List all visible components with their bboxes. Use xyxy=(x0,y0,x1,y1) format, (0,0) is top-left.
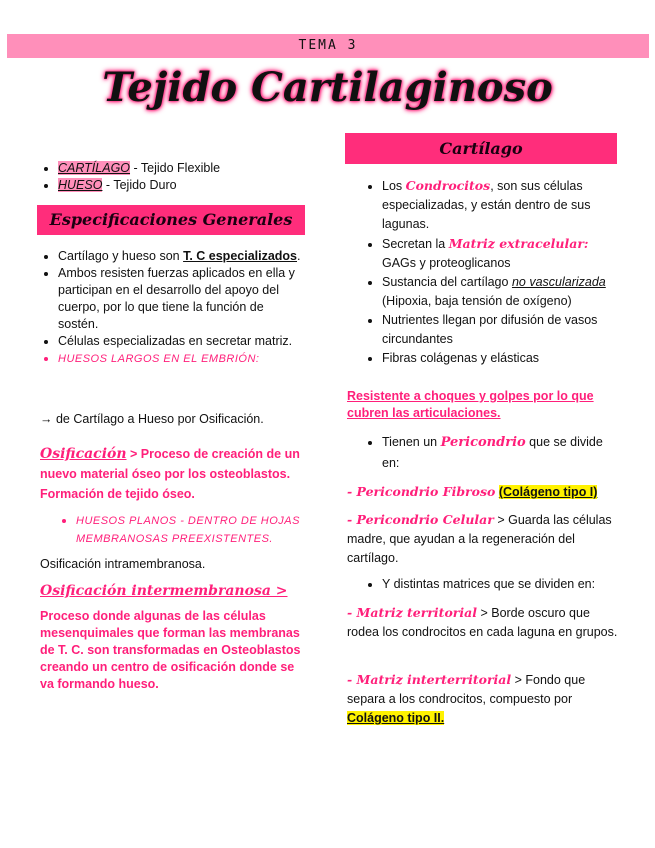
text-emphasis: T. C especializados xyxy=(183,249,298,263)
term-matriz-territorial: - Matriz territorial xyxy=(347,605,477,620)
list-item xyxy=(76,512,308,548)
text: (Hipoxia, baja tensión de oxígeno) xyxy=(382,294,572,308)
term-osificacion: Osificación xyxy=(40,446,127,462)
resistente-note: Resistente a choques y golpes por lo que cubren las articulaciones. xyxy=(347,389,594,420)
intermembranosa-heading: Osificación intermembranosa > xyxy=(40,583,288,599)
text: > Fondo que separa a los condrocitos, compuesto por xyxy=(347,673,586,706)
matrices-list xyxy=(364,576,620,593)
text: Cartílago y hueso son xyxy=(58,249,184,263)
section-heading-especificaciones: Especificaciones Generales xyxy=(37,205,305,235)
list-item xyxy=(58,350,305,368)
arrow-line: → de Cartílago a Hueso por Osificación. xyxy=(40,412,264,426)
osificacion-block xyxy=(40,444,305,504)
page-title: Tejido Cartilaginoso xyxy=(102,64,553,111)
text: GAGs y proteoglicanos xyxy=(382,256,511,270)
list-item: • Células especializadas en secretar matriz. xyxy=(58,333,305,350)
intramembranosa-label: Osificación intramembranosa. xyxy=(40,557,206,571)
text: Los xyxy=(382,179,406,193)
matriz-territorial xyxy=(347,603,622,642)
list-item: • Ambos resisten fuerzas aplicados en ella y participan en el desarrollo del apoyo del cuerpo, por lo que tiene la función de sostén. xyxy=(58,265,305,333)
list-item: • Nutrientes llegan por difusión de vasos circundantes xyxy=(382,311,614,349)
term-pericondrio: Pericondrio xyxy=(440,435,526,450)
text: Sustancia del cartílago xyxy=(382,275,512,289)
text: Tienen un xyxy=(382,435,441,449)
list-item xyxy=(58,160,310,177)
section-heading-cartilago: Cartílago xyxy=(345,133,617,164)
term-matriz-extracelular: Matriz extracelular: xyxy=(448,236,589,251)
term-pericondrio-celular: - Pericondrio Celular xyxy=(347,512,494,527)
list-item xyxy=(382,234,614,273)
term-matriz-interterritorial: - Matriz interterritorial xyxy=(347,672,512,687)
pink-caps-note: HUESOS PLANOS - DENTRO DE HOJAS MEMBRANOSAS PREEXISTENTES. xyxy=(76,515,300,545)
text: > Borde oscuro que rodea los condrocitos en cada laguna en grupos. xyxy=(347,606,618,639)
intermembranosa-definition: Proceso donde algunas de las células mesenquimales que forman las membranas de T. C. son transformadas en Osteoblastos creando un centro de osificación donde se va formando hueso. xyxy=(40,609,301,691)
term-pericondrio-fibroso: - Pericondrio Fibroso xyxy=(347,484,496,499)
list-item xyxy=(382,432,616,473)
text: , son sus células especializadas, y están dentro de sus lagunas. xyxy=(382,179,591,231)
list-item xyxy=(58,248,305,265)
pericondrio-celular xyxy=(347,510,619,568)
term-desc: - Tejido Duro xyxy=(102,178,177,192)
term-hueso: HUESO xyxy=(58,178,103,192)
text: que se divide en: xyxy=(382,435,603,470)
term-cartilago: CARTÍLAGO xyxy=(58,161,131,175)
pink-caps-note: HUESOS LARGOS EN EL EMBRIÓN: xyxy=(58,353,260,365)
flat-bones-list xyxy=(58,512,308,548)
text: Secretan la xyxy=(382,237,449,251)
list-item xyxy=(382,273,614,311)
osificacion-definition: > Proceso de creación de un nuevo material óseo por los osteoblastos. Formación de tejido óseo. xyxy=(40,447,300,501)
spec-list xyxy=(40,248,305,368)
text: > Guarda las células madre, que ayudan a la regeneración del cartílago. xyxy=(347,513,612,565)
term-condrocitos: Condrocitos xyxy=(405,178,491,193)
list-item: • Y distintas matrices que se dividen en: xyxy=(382,576,620,593)
list-item xyxy=(58,177,310,194)
highlight-colageno-i: (Colágeno tipo I) xyxy=(498,485,598,499)
topic-banner: TEMA 3 xyxy=(7,34,649,58)
intro-list xyxy=(40,160,310,194)
matriz-interterritorial xyxy=(347,670,622,728)
term-desc: - Tejido Flexible xyxy=(130,161,221,175)
cartilago-list xyxy=(364,176,614,368)
pericondrio-list xyxy=(364,432,616,473)
pericondrio-fibroso xyxy=(347,483,622,501)
highlight-colageno-ii: Colágeno tipo II. xyxy=(347,711,445,725)
list-item: • Fibras colágenas y elásticas xyxy=(382,349,614,368)
text: . xyxy=(297,249,301,263)
list-item xyxy=(382,176,614,234)
text-underlined: no vascularizada xyxy=(511,275,606,289)
